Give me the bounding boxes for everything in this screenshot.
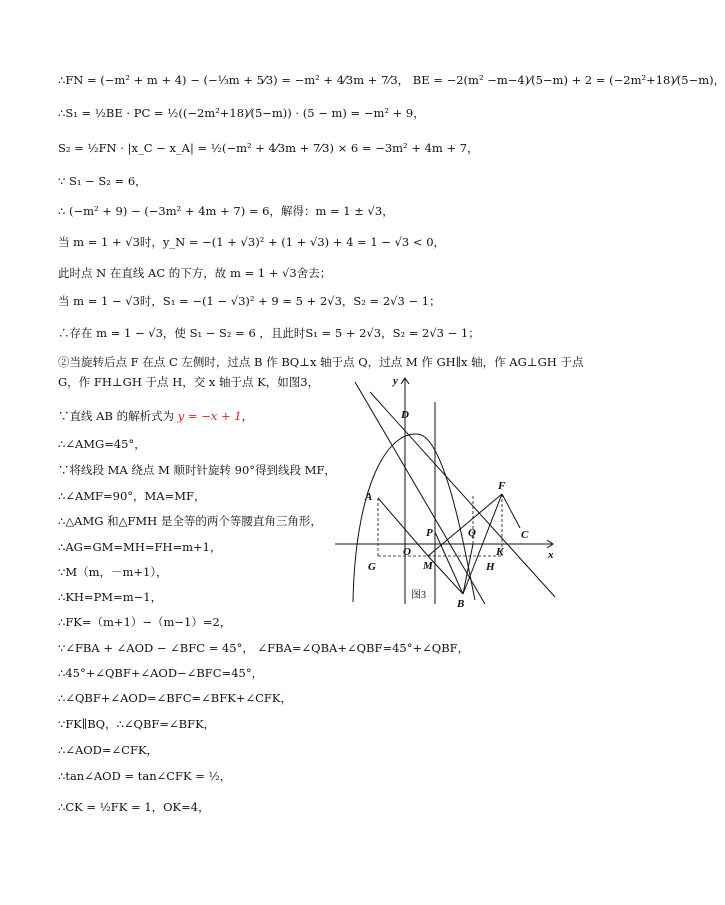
step-5: ∴AG=GM=MH=FH=m+1， <box>58 540 222 554</box>
parabola <box>353 434 475 602</box>
label-d: D <box>401 409 409 421</box>
step-14: ∴tan∠AOD = tan∠CFK = ½， <box>58 769 232 783</box>
ab-line <box>58 408 253 424</box>
figure-caption: 图3 <box>411 590 426 601</box>
step-13: ∴∠AOD=∠CFK， <box>58 743 159 757</box>
step-10: ∴45°+∠QBF+∠AOD−∠BFC=45°， <box>58 666 264 680</box>
label-g: G <box>368 561 376 573</box>
label-x: x <box>548 549 554 561</box>
text-line-6: 当 m = 1 + √3时，y_N = −(1 + √3)² + (1 + √3) + 4 = 1 − √3 < 0， <box>58 235 446 249</box>
ab-suffix: ， <box>241 409 254 423</box>
label-o: O <box>403 546 411 558</box>
step-11: ∴∠QBF+∠AOD=∠BFC=∠BFK+∠CFK， <box>58 691 292 705</box>
label-h: H <box>486 561 495 573</box>
step-9: ∵∠FBA + ∠AOD − ∠BFC = 45°， ∠FBA=∠QBA+∠QBF=45°+∠QBF， <box>58 641 470 655</box>
text-line-8: 当 m = 1 − √3时，S₁ = −(1 − √3)² + 9 = 5 + 2√3，S₂ = 2√3 − 1； <box>58 294 441 308</box>
step-2: ∵将线段 MA 绕点 M 顺时针旋转 90°得到线段 MF， <box>58 463 336 477</box>
segment-bm <box>428 556 463 594</box>
step-1: ∴∠AMG=45°， <box>58 437 146 451</box>
geometry-figure <box>335 372 565 612</box>
text-line-7: 此时点 N 在直线 AC 的下方，故 m = 1 + √3舍去； <box>58 266 332 280</box>
text-line-5: ∴ (−m² + 9) − (−3m² + 4m + 7) = 6，解得：m = 1 ± √3， <box>58 204 394 218</box>
step-15: ∴CK = ½FK = 1，OK=4， <box>58 800 210 814</box>
step-12: ∵FK∥BQ，∴∠QBF=∠BFK， <box>58 717 216 731</box>
text-line-9: ∴存在 m = 1 − √3，使 S₁ − S₂ = 6 ，且此时S₁ = 5 + 2√3，S₂ = 2√3 − 1； <box>58 326 480 340</box>
label-c: C <box>521 529 529 541</box>
step-6: ∵M（m，－m+1）， <box>58 565 168 579</box>
label-y: y <box>393 375 398 387</box>
text-line-2: ∴S₁ = ½BE · PC = ½((−2m²+18)⁄(5−m)) · (5 − m) = −m² + 9， <box>58 106 425 120</box>
step-7: ∴KH=PM=m−1， <box>58 590 163 604</box>
label-k: K <box>496 546 504 558</box>
ab-prefix: ∵直线 AB 的解析式为 <box>58 409 178 423</box>
segment-fc <box>502 494 520 528</box>
text-line-1: ∴FN = (−m² + m + 4) − (−⅓m + 5⁄3) = −m² + 4⁄3m + 7⁄3， BE = −2(m² −m−4)⁄(5−m) + 2 = (−2m²+18)⁄(5−m)， <box>58 73 725 87</box>
case-paragraph: ②当旋转后点 F 在点 C 左侧时，过点 B 作 BQ⊥x 轴于点 Q，过点 M 作 GH∥x 轴，作 AG⊥GH 于点 G，作 FH⊥GH 于点 H，交 x 轴于点 K，如图3， <box>58 355 584 389</box>
step-4: ∴△AMG 和△FMH 是全等的两个等腰直角三角形， <box>58 514 322 528</box>
label-q: Q <box>468 527 476 539</box>
ab-formula: y = −x + 1 <box>177 409 242 423</box>
step-3: ∴∠AMF=90°，MA=MF， <box>58 489 206 503</box>
text-line-3: S₂ = ½FN · |x_C − x_A| = ½(−m² + 4⁄3m + 7⁄3) × 6 = −3m² + 4m + 7， <box>58 141 479 155</box>
text-line-4: ∵ S₁ − S₂ = 6， <box>58 174 147 188</box>
label-p: P <box>426 527 433 539</box>
step-8: ∴FK=（m+1）−（m−1）=2， <box>58 615 232 629</box>
label-m: M <box>423 560 433 572</box>
label-a: A <box>365 491 373 503</box>
label-f: F <box>498 480 506 492</box>
segment-bp <box>435 532 463 594</box>
label-b: B <box>457 598 465 610</box>
